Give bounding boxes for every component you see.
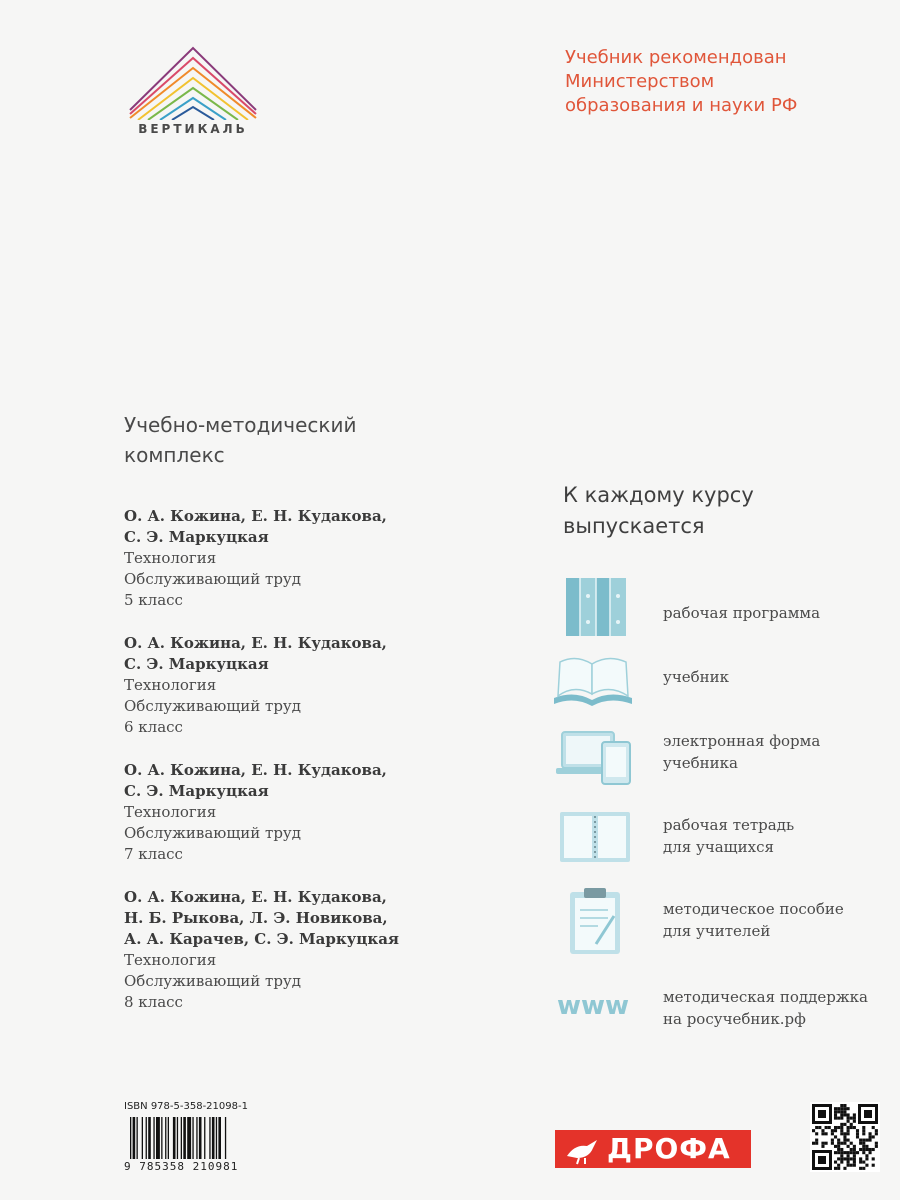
material-item — [548, 982, 888, 1052]
material-label — [663, 986, 868, 1030]
logo-text: ВЕРТИКАЛЬ — [138, 122, 248, 136]
book-grade: 6 класс — [124, 718, 183, 736]
material-label-line: методическое пособие — [663, 900, 844, 918]
author-line: А. А. Карачев, С. Э. Маркуцкая — [124, 930, 400, 948]
material-item — [548, 726, 888, 796]
binder-icon — [548, 574, 638, 644]
material-label — [663, 730, 820, 774]
author-line: О. А. Кожина, Е. Н. Кудакова, — [124, 634, 387, 652]
material-item — [548, 574, 888, 644]
book-track: Обслуживающий труд — [124, 570, 301, 588]
author-line: С. Э. Маркуцкая — [124, 655, 269, 673]
material-label — [663, 602, 820, 624]
devices-icon — [548, 726, 638, 796]
each-course-line: К каждому курсу — [563, 483, 754, 507]
material-item — [548, 886, 888, 956]
book-meta — [124, 675, 524, 738]
books-list — [124, 506, 524, 1035]
isbn-number: 9 785358 210981 — [124, 1160, 239, 1173]
material-label — [663, 814, 794, 858]
book-meta — [124, 802, 524, 865]
qr-code-icon — [810, 1102, 880, 1172]
www-icon-text: www — [556, 991, 630, 1021]
www-icon — [548, 982, 638, 1052]
author-line: О. А. Кожина, Е. Н. Кудакова, — [124, 888, 387, 906]
umk-title-line: комплекс — [124, 443, 225, 467]
recommendation-line: Учебник рекомендован — [565, 47, 787, 68]
author-line: Н. Б. Рыкова, Л. Э. Новикова, — [124, 909, 388, 927]
author-line: С. Э. Маркуцкая — [124, 528, 269, 546]
drofa-text: ДРОФА — [607, 1132, 731, 1165]
material-label-line: учебника — [663, 754, 738, 772]
material-label — [663, 666, 729, 688]
material-label — [663, 898, 844, 942]
book-subject: Технология — [124, 676, 217, 694]
book-subject: Технология — [124, 803, 217, 821]
book-track: Обслуживающий труд — [124, 697, 301, 715]
notebook-icon — [548, 808, 638, 878]
book-entry — [124, 633, 524, 738]
book-grade: 5 класс — [124, 591, 183, 609]
recommendation-text — [565, 46, 885, 118]
recommendation-line: Министерством — [565, 71, 715, 92]
clipboard-icon — [548, 886, 638, 956]
material-label-line: учебник — [663, 668, 730, 686]
book-authors — [124, 506, 524, 548]
recommendation-line: образования и науки РФ — [565, 95, 798, 116]
book-authors — [124, 760, 524, 802]
book-grade: 7 класс — [124, 845, 183, 863]
drofa-logo — [555, 1130, 751, 1168]
book-entry — [124, 887, 524, 1013]
book-authors — [124, 633, 524, 675]
isbn-block — [124, 1101, 280, 1171]
material-item — [548, 808, 888, 878]
book-entry — [124, 506, 524, 611]
each-course-line: выпускается — [563, 514, 705, 538]
book-meta — [124, 548, 524, 611]
book-grade: 8 класс — [124, 993, 183, 1011]
book-entry — [124, 760, 524, 865]
book-subject: Технология — [124, 549, 217, 567]
umk-title — [124, 410, 356, 470]
isbn-title: ISBN 978-5-358-21098-1 — [124, 1101, 248, 1112]
vertikal-logo — [128, 44, 258, 144]
book-authors — [124, 887, 524, 950]
material-label-line: для учителей — [663, 922, 771, 940]
book-meta — [124, 950, 524, 1013]
vertikal-logo-mark — [128, 44, 258, 120]
each-course-heading — [563, 480, 754, 542]
author-line: О. А. Кожина, Е. Н. Кудакова, — [124, 761, 387, 779]
material-label-line: методическая поддержка — [663, 988, 868, 1006]
book-track: Обслуживающий труд — [124, 824, 301, 842]
barcode-icon — [124, 1117, 280, 1159]
author-line: О. А. Кожина, Е. Н. Кудакова, — [124, 507, 387, 525]
material-label-line: электронная форма — [663, 732, 821, 750]
material-label-line: рабочая тетрадь — [663, 816, 795, 834]
material-label-line: для учащихся — [663, 838, 774, 856]
author-line: С. Э. Маркуцкая — [124, 782, 269, 800]
umk-title-line: Учебно-методический — [124, 413, 357, 437]
book-subject: Технология — [124, 951, 217, 969]
material-label-line: на росучебник.рф — [663, 1010, 806, 1028]
material-label-line: рабочая программа — [663, 604, 821, 622]
open-book-icon — [548, 650, 638, 720]
material-item — [548, 650, 888, 720]
bird-icon — [559, 1130, 607, 1168]
book-track: Обслуживающий труд — [124, 972, 301, 990]
